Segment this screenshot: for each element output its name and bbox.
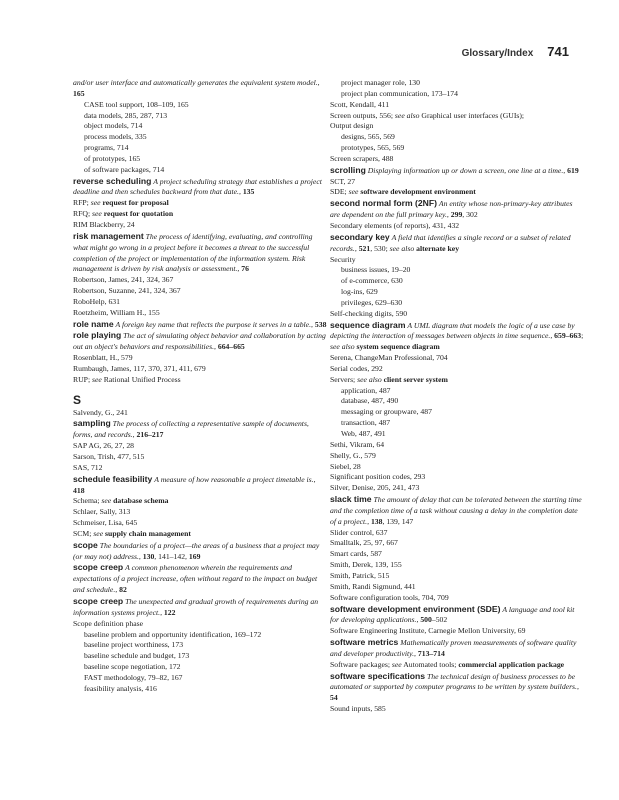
index-entry: Smith, Randi Sigmund, 441: [330, 581, 416, 591]
index-subentry: prototypes, 565, 569: [341, 143, 405, 153]
index-subentry: privileges, 629–630: [341, 297, 403, 307]
index-entry: Screen scrapers, 488: [330, 153, 394, 163]
index-entry: Schmeiser, Lisa, 645: [73, 518, 138, 528]
index-subentry: database, 487, 490: [341, 396, 399, 406]
glossary-entry: reverse scheduling A project scheduling strategy that establishes a project deadline and then schedules backward from that date., 135: [73, 175, 322, 197]
index-entry: SCM; see supply chain management: [73, 528, 191, 538]
index-entry: Smith, Derek, 139, 155: [330, 560, 402, 570]
glossary-entry: scrolling Displaying information up or down a screen, one line at a time., 619: [330, 164, 579, 175]
index-entry: Salvendy, G., 241: [73, 407, 128, 417]
index-entry: Software packages; see Automated tools; commercial application package: [330, 659, 565, 669]
index-subentry: of prototypes, 165: [84, 153, 141, 163]
index-entry: Slider control, 637: [330, 527, 388, 537]
index-letter-heading: S: [73, 392, 82, 407]
index-entry: Output design: [330, 121, 374, 131]
index-entry: Smith, Patrick, 515: [330, 570, 390, 580]
index-entry: Scope definition phase: [73, 618, 144, 628]
index-entry: Rosenblatt, H., 579: [73, 353, 133, 363]
index-entry: Schema; see database schema: [73, 496, 169, 506]
index-entry: SDE; see software development environment: [330, 187, 476, 197]
glossary-entry: scope creep The unexpected and gradual growth of requirements during an information systems project., 122: [73, 595, 319, 617]
index-subentry: baseline problem and opportunity identification, 169–172: [84, 629, 262, 639]
index-subentry: log-ins, 629: [341, 287, 378, 297]
index-entry: RUP; see Rational Unified Process: [73, 374, 181, 384]
glossary-entry: sampling The process of collecting a representative sample of documents, forms, and records., 216–217: [73, 418, 309, 440]
index-entry: Smart cards, 587: [330, 549, 382, 559]
glossary-entry: secondary key A field that identifies a single record or a subset of related records., 521, 530; see also alternate key: [330, 231, 571, 253]
index-entry: RFP; see request for proposal: [73, 198, 169, 208]
index-subentry: baseline scope negotiation, 172: [84, 662, 181, 672]
glossary-entry: schedule feasibility A measure of how reasonable a project timetable is., 418: [73, 473, 316, 495]
index-entry: Schlaer, Sally, 313: [73, 507, 131, 517]
glossary-entry: software metrics Mathematically proven measurements of software quality and developer productivity., 713–714: [330, 637, 577, 658]
index-entry: and/or user interface and automatically generates the equivalent system model., 165: [73, 78, 320, 98]
index-subentry: project plan communication, 173–174: [341, 88, 458, 98]
index-subentry: CASE tool support, 108–109, 165: [84, 99, 189, 109]
index-entry: Secondary elements (of reports), 431, 432: [330, 220, 460, 230]
index-subentry: data models, 285, 287, 713: [84, 110, 168, 120]
index-entry: Siebel, 28: [330, 461, 361, 471]
index-entry: Robertson, James, 241, 324, 367: [73, 275, 174, 285]
glossary-entry: scope The boundaries of a project—the areas of a business that a project may (or may not) address., 130, 141–142, 169: [73, 539, 320, 561]
index-entry: SCT, 27: [330, 176, 356, 186]
index-entry: Sound inputs, 585: [330, 704, 386, 714]
glossary-entry: role playing The act of simulating object behavior and collaboration by acting out an object's behaviors and responsibilities., 664–665: [73, 330, 326, 352]
index-subentry: feasibility analysis, 416: [84, 683, 157, 693]
index-entry: SAS, 712: [73, 462, 103, 472]
glossary-entry: scope creep A common phenomenon wherein the requirements and expectations of a project increase, often without regard to the impact on budget and schedule., 82: [73, 562, 318, 595]
index-subentry: business issues, 19–20: [341, 265, 411, 275]
index-entry: Sethi, Vikram, 64: [330, 439, 385, 449]
index-entry: Self-checking digits, 590: [330, 308, 408, 318]
index-entry: Shelly, G., 579: [330, 450, 376, 460]
index-entry: Scott, Kendall, 411: [330, 99, 390, 109]
page-number: 741: [547, 44, 569, 59]
index-subentry: FAST methodology, 79–82, 167: [84, 672, 183, 682]
index-entry: Roetzheim, William H., 155: [73, 307, 160, 317]
index-subentry: process models, 335: [84, 132, 147, 142]
index-entry: Security: [330, 254, 356, 264]
index-entry: Silver, Denise, 205, 241, 473: [330, 483, 420, 493]
glossary-entry: second normal form (2NF) An entity whose non-primary-key attributes are dependent on the full primary key., 299, 302: [330, 198, 573, 220]
glossary-entry: software specifications The technical design of business processes to be automated or supported by computer programs to be written by system builders., 54: [330, 670, 579, 703]
index-entry: Sarson, Trish, 477, 515: [73, 452, 145, 461]
glossary-entry: sequence diagram A UML diagram that models the logic of a use case by depicting the interaction of messages between objects in time sequence., 659–663; see also system sequence diagram: [330, 319, 584, 352]
index-subentry: designs, 565, 569: [341, 132, 395, 142]
index-entry: Software configuration tools, 704, 709: [330, 592, 449, 602]
index-subentry: project manager role, 130: [341, 78, 420, 87]
index-entry: RFQ; see request for quotation: [73, 209, 174, 219]
index-entry: Serial codes, 292: [330, 363, 383, 373]
index-entry: Serena, ChangeMan Professional, 704: [330, 353, 448, 363]
index-subentry: of e-commerce, 630: [341, 276, 403, 286]
index-subentry: application, 487: [341, 385, 391, 395]
index-entry: Screen outputs, 556; see also Graphical user interfaces (GUIs);: [330, 110, 525, 120]
index-subentry: baseline schedule and budget, 173: [84, 651, 190, 661]
index-entry: Smalltalk, 25, 97, 667: [330, 538, 398, 548]
glossary-entry: slack time The amount of delay that can be tolerated between the starting time and the completion time of a task without causing a delay in the completion date of a project., 138, 139, 147: [330, 494, 582, 526]
index-entry: Significant position codes, 293: [330, 472, 426, 482]
index-column-right: [330, 78, 584, 715]
section-title: Glossary/Index: [461, 48, 534, 59]
index-subentry: programs, 714: [84, 143, 129, 153]
index-subentry: object models, 714: [84, 121, 143, 131]
index-entry: RIM Blackberry, 24: [73, 219, 135, 229]
glossary-entry: role name A foreign key name that reflects the purpose it serves in a table., 538: [73, 318, 327, 329]
running-header: [462, 44, 569, 66]
glossary-entry: risk management The process of identifying, evaluating, and controlling what might go wrong in a project before it becomes a threat to the successful completion of the project or implementation of the information system. Risk management is driven by risk analysis or assessment., 76: [73, 230, 313, 274]
index-subentry: transaction, 487: [341, 418, 391, 428]
index-entry: Servers; see also client server system: [330, 374, 448, 384]
index-subentry: Web, 487, 491: [341, 429, 386, 438]
index-entry: Rumbaugh, James, 117, 370, 371, 411, 679: [73, 363, 206, 373]
index-subentry: baseline project worthiness, 173: [84, 640, 184, 650]
index-subentry: of software packages, 714: [84, 164, 165, 174]
index-column-left: [73, 78, 327, 695]
index-entry: Robertson, Suzanne, 241, 324, 367: [73, 286, 181, 296]
index-entry: SAP AG, 26, 27, 28: [73, 441, 135, 451]
glossary-entry: software development environment (SDE) A language and tool kit for developing applications., 500–502: [330, 603, 575, 625]
index-entry: RoboHelp, 631: [73, 296, 120, 306]
index-subentry: messaging or groupware, 487: [341, 407, 432, 417]
index-entry: Software Engineering Institute, Carnegie Mellon University, 69: [330, 626, 526, 636]
